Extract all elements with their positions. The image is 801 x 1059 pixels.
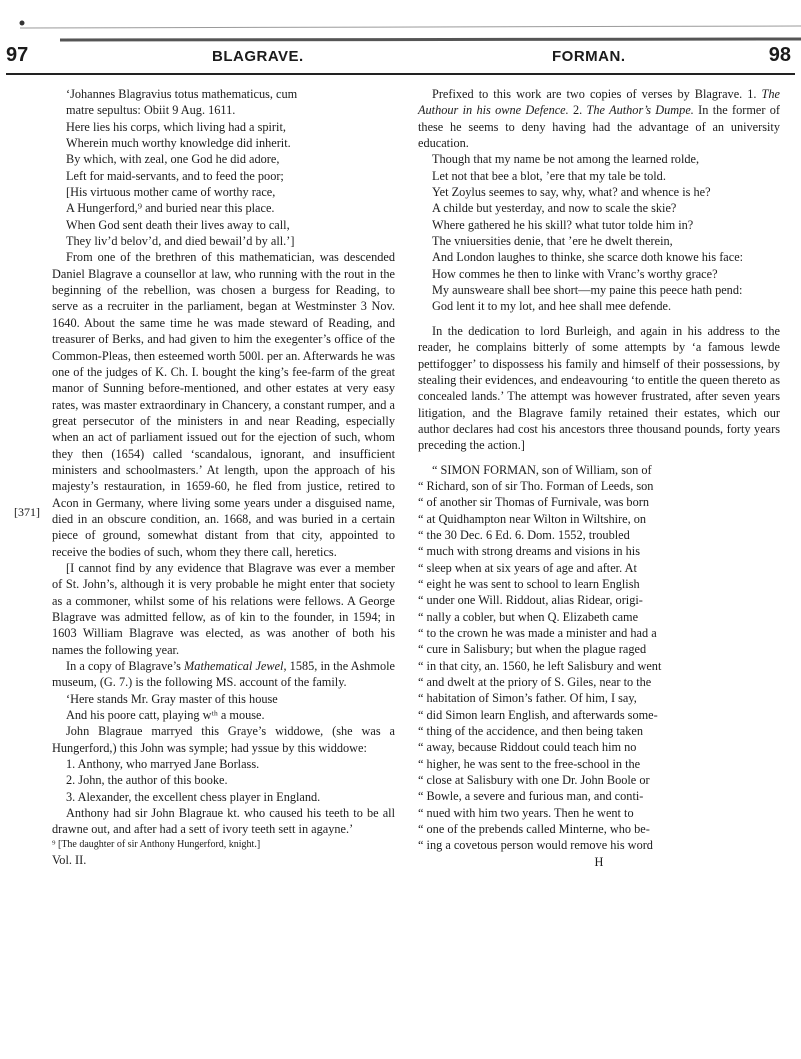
ms-line: 2. John, the author of this booke. <box>66 773 228 788</box>
quote-line: “ at Quidhampton near Wilton in Wiltshire, on <box>418 511 647 526</box>
running-header <box>0 44 801 74</box>
epitaph-line: [His virtuous mother came of worthy race, <box>66 185 276 200</box>
left-column <box>52 86 395 868</box>
quote-line: “ close at Salisbury with one Dr. John Boole or <box>418 773 650 788</box>
quote-line: “ thing of the accidence, and then being taken <box>418 724 644 739</box>
verse-line: My aunsweare shall bee short—my paine this peece hath pend: <box>432 283 743 298</box>
verse-line: A childe but yesterday, and now to scale the skie? <box>432 201 677 216</box>
right-column <box>418 86 780 870</box>
quote-line: “ Bowle, a severe and furious man, and conti- <box>418 789 644 804</box>
quote-line: “ nued with him two years. Then he went to <box>418 805 634 820</box>
quote-line: “ Richard, son of sir Tho. Forman of Leeds, son <box>418 478 654 493</box>
signature-mark: H <box>594 854 604 869</box>
quote-line: “ under one Will. Riddout, alias Ridear, origi- <box>418 593 643 608</box>
ms-line: And his poore catt, playing wᵗʰ a mouse. <box>66 708 265 723</box>
verse-line: How commes he then to linke with Vranc’s worthy grace? <box>432 266 718 281</box>
quote-line: “ to the crown he was made a minister and had a <box>418 626 657 640</box>
ms-line: John Blagraue marryed this Graye’s widdowe, (she was a Hungerford,) this John was symple; had yssue by this widdowe: <box>52 724 395 755</box>
quote-line: “ ing a covetous person would remove his word <box>418 838 653 853</box>
running-title-right: FORMAN. <box>552 48 626 65</box>
text-run: In the former of these he seems to deny having had the advantage of an university education. <box>418 103 781 151</box>
ms-line: ‘Here stands Mr. Gray master of this house <box>66 691 278 706</box>
quote-line: “ nally a cobler, but when Q. Elizabeth came <box>418 609 639 624</box>
text-run: 1585, in the Ashmole museum, (G. 7.) is the following MS. account of the family. <box>52 659 396 690</box>
epitaph-line: They liv’d belov’d, and died bewail’d by all.’] <box>66 234 295 249</box>
verse-line: Where gathered he his skill? what tutor tolde him in? <box>432 217 694 232</box>
page-number-left: 97 <box>6 44 29 66</box>
paragraph-st-johns: [I cannot find by any evidence that Blagrave was ever a member of St. John’s, although it is very probable he might enter that society as a commoner, whilst some of his relations were fellows. A George Blagrave was admitted fellow, as of kin to the founder, in 1594; in 1603 William Blagrave was elected, as was another of both his names the following year. <box>52 560 395 657</box>
quote-line: “ and dwelt at the priory of S. Giles, near to the <box>418 675 652 690</box>
quote-line: “ sleep when at six years of age and after. At <box>418 560 637 575</box>
forman-quotation <box>418 462 780 854</box>
epitaph-line: Wherein much worthy knowledge did inherit. <box>66 136 291 151</box>
verse-line: Yet Zoylus seemes to say, why, what? and whence is he? <box>432 185 711 200</box>
epitaph-line: matre sepultus: Obiit 9 Aug. 1611. <box>66 103 236 118</box>
ms-line: 3. Alexander, the excellent chess player in England. <box>66 789 321 804</box>
quote-line: “ cure in Salisbury; but when the plague raged <box>418 642 647 657</box>
quote-line: “ habitation of Simon’s father. Of him, I say, <box>418 691 637 706</box>
paragraph-ashmole-copy <box>52 658 395 691</box>
quote-line: “ higher, he was sent to the free-school in the <box>418 756 641 771</box>
quote-line: “ away, because Riddout could teach him no <box>418 740 637 755</box>
text-run: 2. <box>568 103 587 118</box>
quote-line: “ of another sir Thomas of Furnivale, was born <box>418 495 649 510</box>
ms-line: 1. Anthony, who marryed Jane Borlass. <box>66 757 260 772</box>
verse-line: God lent it to my lot, and hee shall mee defende. <box>432 299 672 314</box>
epitaph-line: When God sent death their lives away to call, <box>66 217 290 232</box>
quote-line: “ the 30 Dec. 6 Ed. 6. Dom. 1552, troubled <box>418 527 630 542</box>
header-rule <box>6 73 795 75</box>
margin-page-note: [371] <box>14 505 40 519</box>
verse-line: The vniuersities denie, that ’ere he dwelt therein, <box>432 234 673 249</box>
verse-title: The Authour in his owne Defence. <box>418 87 780 118</box>
footnote: ⁹ [The daughter of sir Anthony Hungerford, knight.] <box>52 838 261 850</box>
quote-line: “ in that city, an. 1560, he left Salisbury and went <box>418 658 662 673</box>
quote-line: “ did Simon learn English, and afterwards some- <box>418 707 658 722</box>
book-title: Mathematical Jewel, <box>184 659 287 674</box>
quote-line: “ SIMON FORMAN, son of William, son of <box>432 462 652 477</box>
paragraph-prefixed-verses <box>418 86 780 151</box>
epitaph-line: ‘Johannes Blagravius totus mathematicus, cum <box>66 87 298 101</box>
paragraph-dedication: In the dedication to lord Burleigh, and again in his address to the reader, he complains bitterly of some attempts by ‘a famous lewde pettifogger’ to dispossess his family and himself of their possessions, by stealing their evidences, and endeavouring ‘to entitle the queen thereto as concealed lands.’ The attempt was however frustrated, after seven years litigation, and the Blagrave family retained their estates, which our author declares had cost his ancestors three thousand pounds, forty years preceding the action.] <box>418 323 780 453</box>
text-run: Prefixed to this work are two copies of verses by Blagrave. 1. <box>432 87 762 101</box>
ms-line: Anthony had sir John Blagraue kt. who caused his teeth to be all drawne out, and after had a sett of ivory teeth sett in agayne.’ <box>52 806 395 837</box>
paragraph-daniel-blagrave: From one of the brethren of this mathematician, was descended Daniel Blagrave a counsellor at law, who running with the rout in the beginning of the rebellion, was chosen a burgess for Reading, to serve as a recruiter in the parliament, began at Westminster 3 Nov. 1640. About the same time he was made steward of Reading, and treasurer of Berks, and had given to him the exegenter’s office of the Common-Pleas, then esteemed worth 500l. per an. Afterwards he was one of the judges of K. Ch. I. bought the king’s fee-farm of the great manor of Sunning before-mentioned, and other estates at very easy rates, was master extraordinary in Chancery, a constant rumper, and a great persecutor of the ministers in and near Reading, especially when an act of parliament issued out for the ejection of such, whom they then (1654) called ‘scandalous, ignorant, and insufficient ministers and schoolmasters.’ At length, upon the approach of his majesty’s restauration, in 1659-60, he fled from justice, retired to Acon in Germany, where living some years under a disguised name, died in an obscure condition, an. 1668, and was buried in a certain piece of ground, somewhat distant from that city, appointed to receive the bodies of such, whom they there call, heretics. <box>52 250 395 559</box>
signature-mark: Vol. II. <box>52 852 87 867</box>
quote-line: “ one of the prebends called Minterne, who be- <box>418 822 650 837</box>
running-title-left: BLAGRAVE. <box>212 48 304 65</box>
page-number-right: 98 <box>768 44 791 66</box>
quote-line: “ much with strong dreams and visions in his <box>418 544 641 559</box>
epitaph-line: Here lies his corps, which living had a spirit, <box>66 119 286 134</box>
verse-title: The Author’s Dumpe. <box>586 103 694 118</box>
quote-line: “ eight he was sent to school to learn English <box>418 576 640 591</box>
text-run: In a copy of Blagrave’s <box>66 659 185 674</box>
epitaph-line: A Hungerford,⁹ and buried near this place. <box>66 201 275 216</box>
verse-line: And London laughes to thinke, she scarce doth knowe his face: <box>432 250 744 265</box>
epitaph-line: By which, with zeal, one God he did adore, <box>66 152 280 167</box>
epitaph-line: Left for maid-servants, and to feed the poor; <box>66 168 284 183</box>
verse-line: Let not that bee a blot, ’ere that my tale be told. <box>432 168 666 183</box>
verse-line: Though that my name be not among the learned rolde, <box>432 152 700 167</box>
